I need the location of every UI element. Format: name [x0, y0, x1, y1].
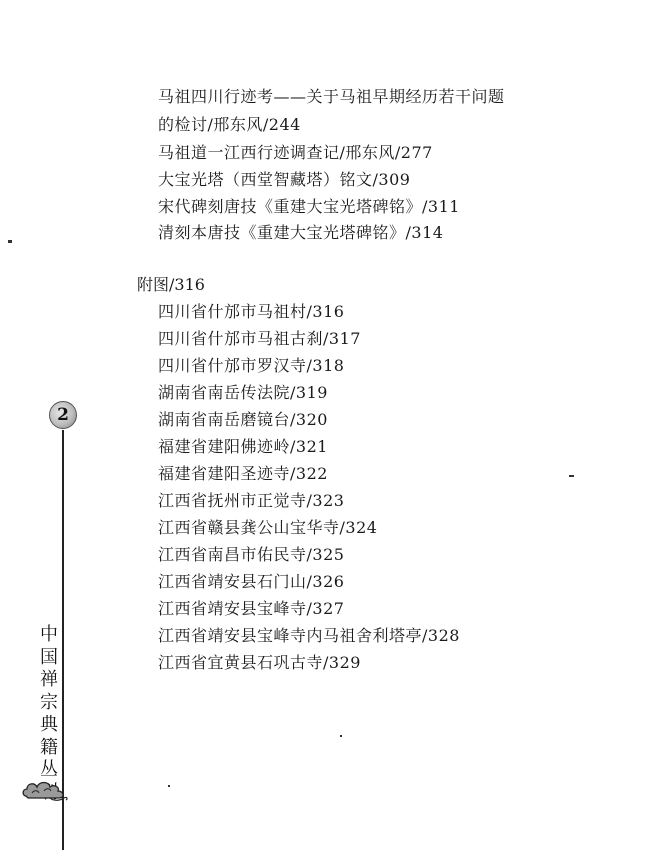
page-number-badge: 2	[49, 401, 77, 429]
toc-entry-continued-5: 宋代碑刻唐技《重建大宝光塔碑铭》/311	[158, 197, 460, 216]
figure-entry-11: 江西省靖安县石门山/326	[158, 572, 345, 591]
series-title-char: 籍	[40, 736, 58, 758]
figure-entry-4: 湖南省南岳传法院/319	[158, 383, 328, 402]
appendix-heading: 附图/316	[137, 275, 205, 294]
series-title-char: 禅	[40, 669, 58, 690]
figure-entry-8: 江西省抚州市正觉寺/323	[158, 491, 345, 510]
figure-entry-10: 江西省南昌市佑民寺/325	[158, 545, 345, 564]
figure-entry-5: 湖南省南岳磨镜台/320	[158, 410, 328, 429]
series-title-char: 典	[40, 714, 58, 735]
figure-entry-14: 江西省宜黄县石巩古寺/329	[158, 653, 361, 672]
toc-entry-continued-4: 大宝光塔（西堂智藏塔）铭文/309	[158, 170, 411, 189]
toc-entry-continued-2: 的检讨/邢东风/244	[158, 115, 301, 134]
scan-speck	[168, 785, 170, 787]
series-title-char: 国	[40, 646, 58, 668]
figure-entry-13: 江西省靖安县宝峰寺内马祖舍利塔亭/328	[158, 626, 460, 645]
figure-entry-6: 福建省建阳佛迹岭/321	[158, 437, 328, 456]
series-title-char: 宗	[40, 691, 58, 713]
series-title-char: 中	[40, 624, 58, 645]
toc-entry-continued-3: 马祖道一江西行迹调查记/邢东风/277	[158, 143, 433, 162]
cloud-ornament-icon	[20, 776, 70, 804]
series-title-char: 丛	[40, 759, 58, 780]
scan-speck	[340, 735, 342, 737]
figure-entry-12: 江西省靖安县宝峰寺/327	[158, 599, 345, 618]
toc-entry-continued-1: 马祖四川行迹考——关于马祖早期经历若干问题	[158, 87, 505, 106]
scan-speck	[569, 475, 574, 477]
figure-entry-9: 江西省赣县龚公山宝华寺/324	[158, 518, 378, 537]
figure-entry-7: 福建省建阳圣迹寺/322	[158, 464, 328, 483]
scan-speck	[8, 240, 12, 243]
figure-entry-3: 四川省什邡市罗汉寺/318	[158, 356, 345, 375]
toc-entry-continued-6: 清刻本唐技《重建大宝光塔碑铭》/314	[158, 223, 444, 242]
figure-entry-1: 四川省什邡市马祖村/316	[158, 302, 345, 321]
figure-entry-2: 四川省什邡市马祖古刹/317	[158, 329, 361, 348]
